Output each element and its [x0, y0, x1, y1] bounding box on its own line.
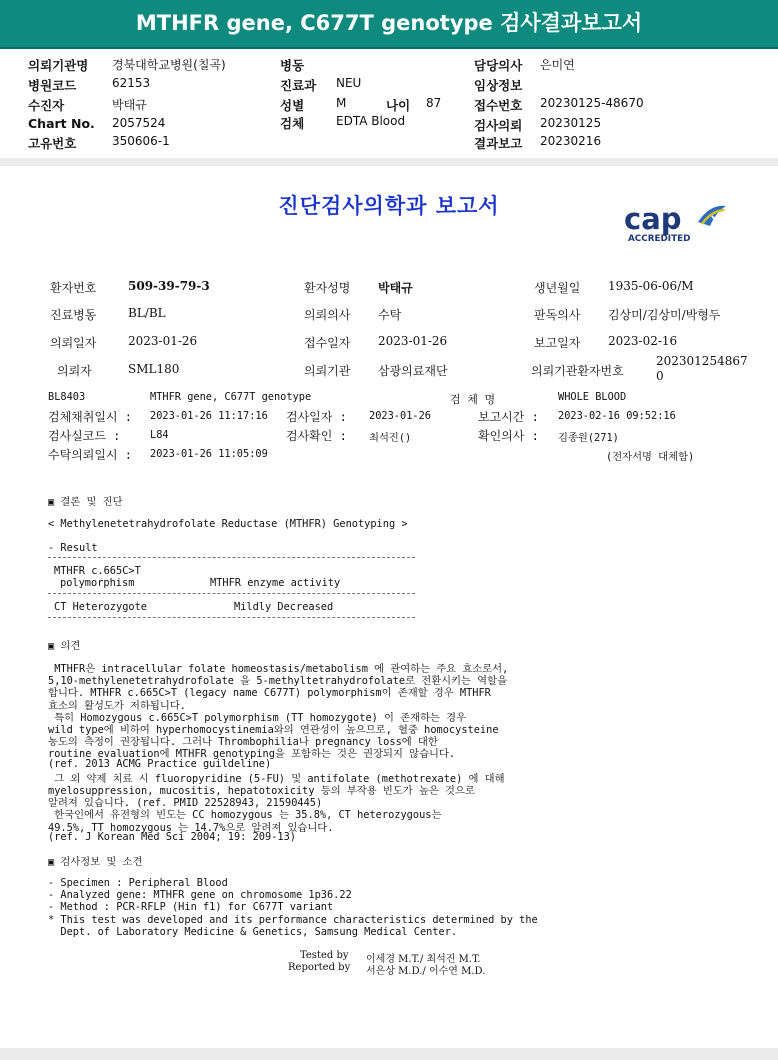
info-line: Dept. of Laboratory Medicine & Genetics, Samsung Medical Center.	[48, 925, 458, 938]
tested-by-label: Tested by	[300, 950, 349, 961]
cap-logo-text: cap	[624, 202, 682, 236]
result-col1-header-2: polymorphism	[60, 577, 135, 589]
header-label: 결과보고	[474, 136, 523, 151]
grid-label: 생년월일	[534, 281, 581, 295]
header-label: 고유번호	[28, 136, 77, 151]
dashed-line	[48, 617, 415, 618]
header-label: 담당의사	[474, 58, 523, 73]
grid-label: 판독의사	[534, 308, 581, 322]
specimen-value: WHOLE BLOOD	[558, 391, 627, 403]
info-line: - Analyzed gene: MTHFR gene on chromosome 1p36.22	[48, 889, 352, 902]
header-label: 검사의뢰	[474, 118, 523, 133]
result-genotype: CT Heterozygote	[54, 601, 147, 613]
result-col2-header: MTHFR enzyme activity	[210, 577, 341, 589]
header-value: 박태규	[112, 98, 147, 112]
info-value: L84	[150, 429, 169, 441]
cap-logo-subtext: ACCREDITED	[628, 234, 691, 244]
grid-value: 삼광의료재단	[378, 364, 448, 378]
info-value: 2023-01-26 11:17:16	[150, 410, 268, 422]
header-label: 검체	[280, 116, 305, 131]
header-value: EDTA Blood	[336, 114, 406, 128]
info-line: - Specimen : Peripheral Blood	[48, 877, 228, 889]
divider	[0, 158, 778, 166]
info-line: * This test was developed and its performance characteristics determined by the	[48, 913, 538, 926]
opinion-line: 효소의 활성도가 저하됩니다.	[48, 699, 186, 712]
grid-value: 2023-01-26	[378, 334, 448, 348]
info-label: 검사일자 :	[286, 410, 347, 424]
header-value: 은미연	[540, 58, 575, 72]
opinion-line: 그 외 약제 치료 시 fluoropyridine (5-FU) 및 antifolate (methotrexate) 에 대해	[48, 772, 505, 785]
grid-value: 1935-06-06/M	[608, 279, 694, 293]
info-label: 검체채취일시 :	[48, 410, 133, 424]
info-value: 2023-01-26 11:05:09	[150, 448, 268, 460]
header-value: M	[336, 96, 347, 110]
info-label: 확인의사 :	[478, 429, 539, 443]
reported-by-value: 서은상 M.D./ 이수연 M.D.	[366, 966, 486, 977]
header-value: 20230125-48670	[540, 96, 644, 110]
grid-value: 김상미/김상미/박형두	[608, 308, 721, 322]
header-label: 수진자	[28, 98, 65, 113]
info-value: 김종원(271)	[558, 432, 619, 444]
cap-accredited-logo	[622, 200, 732, 246]
grid-label: 의뢰일자	[50, 336, 97, 350]
grid-label: 의뢰의사	[304, 308, 351, 322]
test-name: MTHFR gene, C677T genotype	[150, 391, 312, 403]
grid-value: SML180	[128, 362, 180, 376]
grid-label: 의뢰자	[57, 364, 92, 378]
result-subtitle: < Methylenetetrahydrofolate Reductase (MTHFR) Genotyping >	[48, 518, 408, 530]
opinion-line: MTHFR은 intracellular folate homeostasis/metabolism 에 관여하는 주요 효소로서,	[48, 663, 509, 675]
grid-label: 보고일자	[534, 336, 581, 350]
opinion-line: wild type에 비하여 hyperhomocystinemia와의 연관성이 높으므로, 혈중 homocysteine	[48, 724, 499, 736]
patient-name: 박태규	[378, 281, 413, 295]
grid-value: 2023-02-16	[608, 334, 678, 348]
grid-label: 접수일자	[304, 336, 351, 350]
opinion-line: (ref. J Korean Med Sci 2004; 19: 209-13)	[48, 830, 296, 843]
header-value: NEU	[336, 76, 362, 90]
info-label: 수탁의뢰일시 :	[48, 448, 133, 462]
header-label: 병원코드	[28, 78, 77, 93]
dashed-line	[48, 593, 415, 594]
opinion-line: 한국인에서 유전형의 빈도는 CC homozygous 는 35.8%, CT heterozygous는	[48, 809, 442, 822]
header-value: 87	[426, 96, 442, 110]
info-value: 2023-02-16 09:52:16	[558, 410, 676, 422]
report-title: 진단검사의학과 보고서	[278, 193, 500, 218]
result-label: - Result	[48, 542, 98, 554]
grid-value: 수탁	[378, 308, 402, 322]
header-label: 접수번호	[474, 98, 523, 113]
header-label: Chart No.	[28, 116, 95, 131]
opinion-line: routine evaluation에 MTHFR genotyping을 포함하는 것은 권장되지 않습니다.	[48, 748, 456, 761]
e-signature-note: (전자서명 대체함)	[606, 451, 695, 463]
opinion-line: (ref. 2013 ACMG Practice guildeline)	[48, 757, 272, 770]
result-enzyme-activity: Mildly Decreased	[234, 601, 334, 613]
header-value: 20230216	[540, 134, 602, 148]
grid-label: 의뢰기관	[304, 364, 351, 378]
grid-value: 2023-01-26	[128, 334, 198, 348]
info-label: 보고시간 :	[478, 410, 539, 424]
info-value: 최석진()	[369, 432, 412, 444]
info-line: - Method : PCR-RFLP (Hin f1) for C677T variant	[48, 901, 334, 914]
header-value: 350606-1	[112, 134, 170, 148]
patient-id: 509-39-79-3	[128, 279, 210, 293]
dashed-line	[48, 557, 415, 558]
tested-by-value: 이세경 M.T./ 최석진 M.T.	[366, 954, 481, 965]
grid-label: 진료병동	[50, 308, 97, 322]
grid-label: 환자성명	[304, 281, 351, 295]
section-title-info: ▣ 검사정보 및 소견	[48, 856, 143, 868]
specimen-label: 검 체 명	[450, 393, 496, 406]
header-label: 의뢰기관명	[28, 58, 89, 73]
result-col1-header: MTHFR c.665C>T	[54, 565, 141, 577]
header-value: 20230125	[540, 116, 602, 130]
header-label: 진료과	[280, 78, 317, 93]
header-label: 성별	[280, 98, 305, 113]
report-banner-title: MTHFR gene, C677T genotype 검사결과보고서	[0, 0, 778, 49]
section-title-conclusion: ▣ 결론 및 진단	[48, 496, 123, 508]
reported-by-label: Reported by	[288, 962, 351, 973]
opinion-line: 농도의 측정이 권장됩니다. 그러나 Thrombophilia나 pregnancy loss에 대한	[48, 736, 438, 749]
grid-label: 환자번호	[50, 281, 97, 295]
opinion-line: 49.5%, TT homozygous 는 14.7%으로 알려져 있습니다.	[48, 821, 334, 834]
header-label: 임상정보	[474, 78, 523, 93]
grid-value-wrap: 0	[656, 369, 664, 383]
bottom-bar	[0, 1048, 778, 1060]
header-value: 2057524	[112, 116, 166, 130]
opinion-line: 합니다. MTHFR c.665C>T (legacy name C677T) polymorphism이 존재할 경우 MTHFR	[48, 687, 491, 700]
grid-value: BL/BL	[128, 306, 166, 320]
header-label: 병동	[280, 58, 305, 73]
header-value: 62153	[112, 76, 151, 90]
test-code: BL8403	[48, 391, 86, 403]
info-value: 2023-01-26	[369, 410, 431, 422]
opinion-line: 특히 Homozygous c.665C>T polymorphism (TT homozygote) 이 존재하는 경우	[48, 711, 467, 724]
header-label: 나이	[386, 98, 411, 113]
header-value: 경북대학교병원(칠곡)	[112, 58, 226, 72]
info-label: 검사확인 :	[286, 429, 347, 443]
section-title-opinion: ▣ 의견	[48, 640, 81, 652]
opinion-line: 5,10-methylenetetrahydrofolate 을 5-methyltetrahydrofolate로 전환시키는 역할을	[48, 675, 508, 688]
opinion-line: 알려져 있습니다. (ref. PMID 22528943, 21590445)	[48, 797, 323, 810]
info-label: 검사실코드 :	[48, 429, 121, 443]
grid-value: 202301254867	[656, 354, 748, 368]
opinion-line: myelosuppression, mucositis, hepatotoxicity 등의 부작용 빈도가 높은 것으로	[48, 785, 475, 797]
grid-label: 의뢰기관환자번호	[531, 364, 624, 378]
